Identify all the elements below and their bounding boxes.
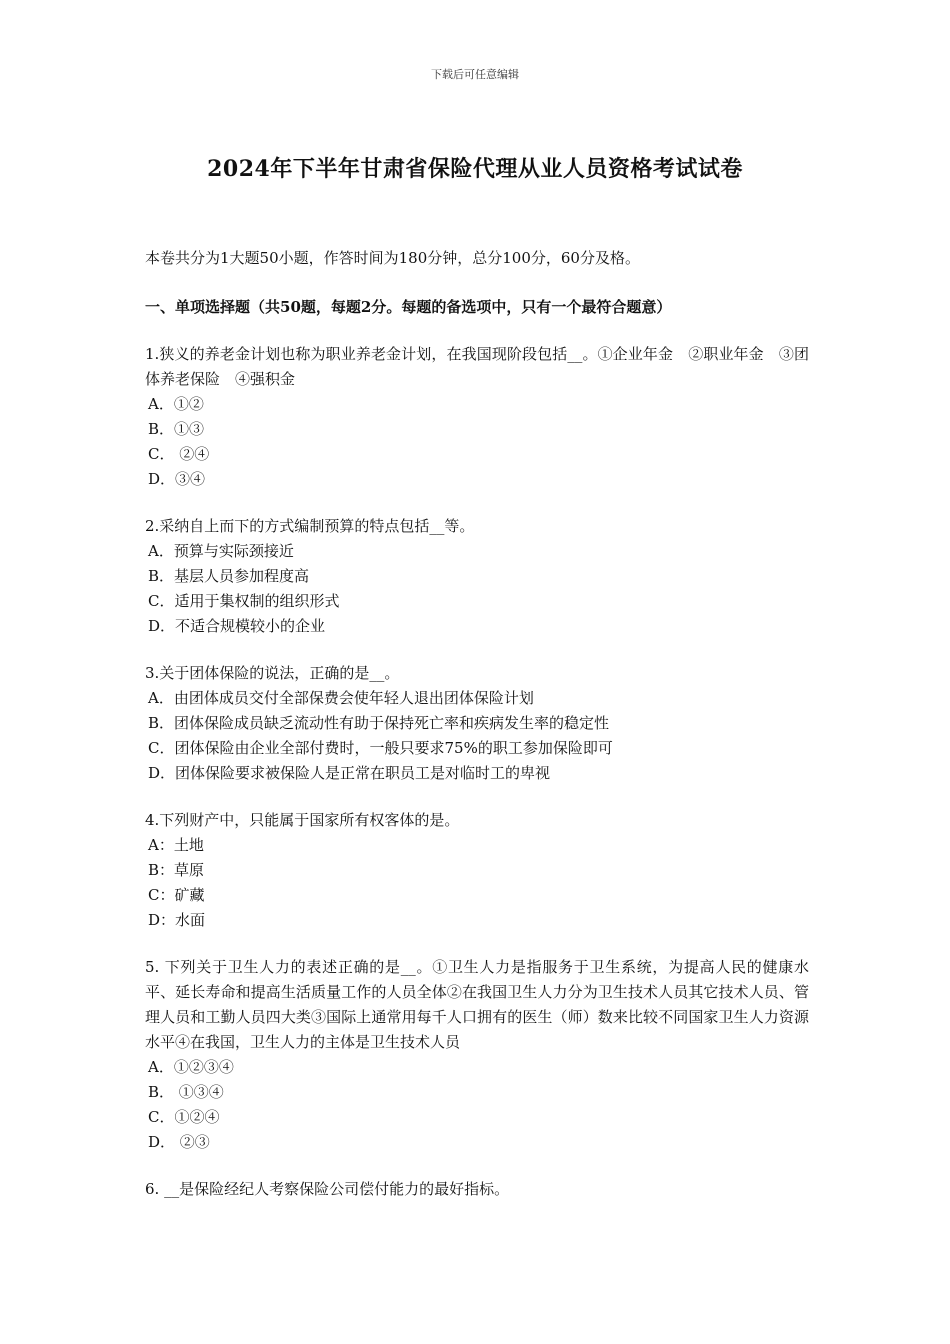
question-stem: 4.下列财产中，只能属于国家所有权客体的是。 [145, 811, 460, 829]
option-d: D：水面 [148, 911, 206, 929]
option-b: B：草原 [148, 861, 205, 879]
option-b: B． ①③④ [148, 1083, 224, 1101]
option-d: D．③④ [148, 470, 206, 488]
option-a: A．①②③④ [148, 1058, 234, 1076]
option-c: C．适用于集权制的组织形式 [148, 592, 340, 610]
option-d: D． ②③ [148, 1133, 210, 1151]
question-2 [145, 514, 809, 639]
option-c: C．①②④ [148, 1108, 220, 1126]
option-a: A．①② [148, 395, 204, 413]
question-stem: 2.采纳自上而下的方式编制预算的特点包括__等。 [145, 517, 475, 535]
document-body [145, 246, 809, 1202]
option-a: A：土地 [148, 836, 204, 854]
option-c: C．团体保险由企业全部付费时，一般只要求75%的职工参加保险即可 [148, 739, 613, 757]
question-1 [145, 342, 809, 492]
option-a: A．预算与实际颈接近 [148, 542, 294, 560]
section-heading: 一、单项选择题（共50题，每题2分。每题的备选项中，只有一个最符合题意） [145, 298, 672, 316]
option-b: B．基层人员参加程度高 [148, 567, 310, 585]
question-5 [145, 955, 809, 1155]
question-stem: 1.狭义的养老金计划也称为职业养老金计划，在我国现阶段包括__。①企业年金 ②职业年金 ③团体养老保险 ④强积金 [145, 345, 809, 388]
option-c: C：矿藏 [148, 886, 205, 904]
question-3 [145, 661, 809, 786]
option-d: D．团体保险要求被保险人是正常在职员工是对临时工的卑视 [148, 764, 551, 782]
question-6 [145, 1177, 809, 1202]
option-b: B．①③ [148, 420, 205, 438]
question-stem: 6. __是保险经纪人考察保险公司偿付能力的最好指标。 [145, 1180, 510, 1198]
page-title: 2024年下半年甘肃省保险代理从业人员资格考试试卷 [207, 156, 743, 182]
question-stem: 3.关于团体保险的说法，正确的是__。 [145, 664, 400, 682]
exam-intro: 本卷共分为1大题50小题，作答时间为180分钟，总分100分，60分及格。 [145, 249, 640, 267]
option-d: D．不适合规模较小的企业 [148, 617, 326, 635]
header-note: 下载后可任意编辑 [431, 68, 519, 81]
question-4 [145, 808, 809, 933]
option-c: C． ②④ [148, 445, 210, 463]
question-stem: 5. 下列关于卫生人力的表述正确的是__。①卫生人力是指服务于卫生系统，为提高人民的健康水平、延长寿命和提高生活质量工作的人员全体②在我国卫生人力分为卫生技术人员其它技术人员、管理人员和工勤人员四大类③国际上通常用每千人口拥有的医生（师）数来比较不同国家卫生人力资源水平④在我国，卫生人力的主体是卫生技术人员 [145, 958, 809, 1051]
option-a: A．由团体成员交付全部保费会使年轻人退出团体保险计划 [148, 689, 534, 707]
option-b: B．团体保险成员缺乏流动性有助于保持死亡率和疾病发生率的稳定性 [148, 714, 610, 732]
